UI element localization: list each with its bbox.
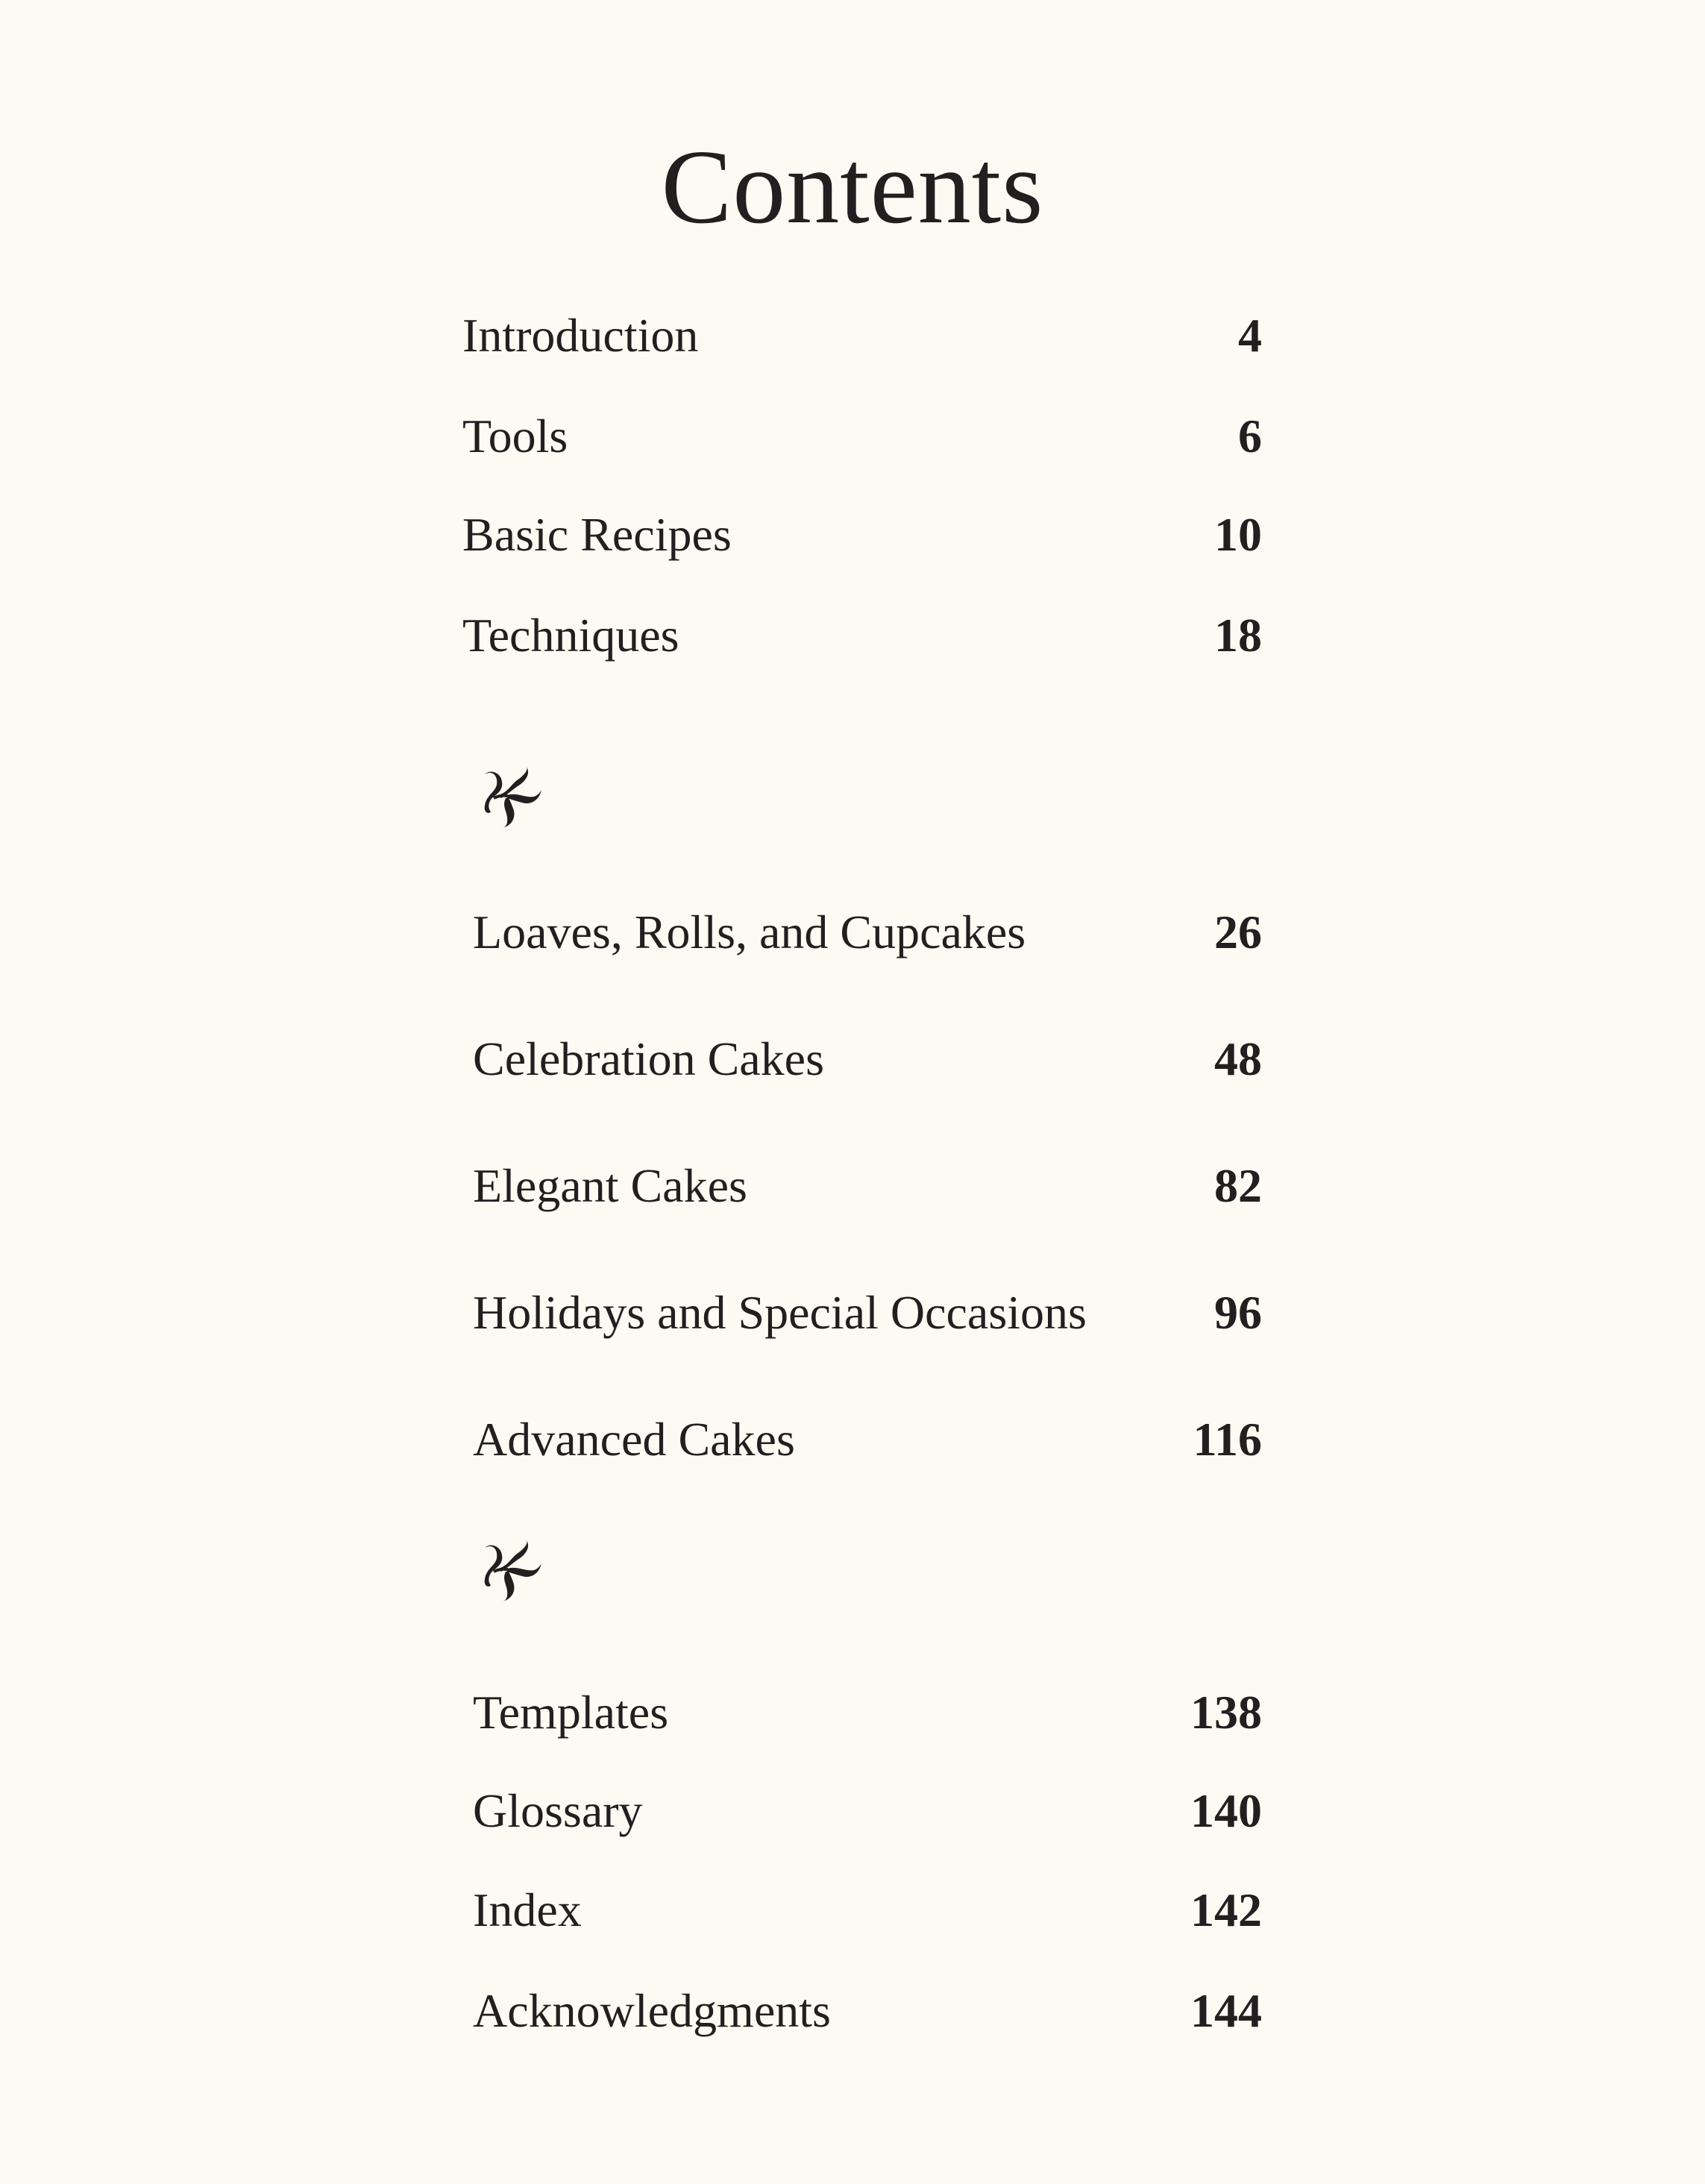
entry-label: Acknowledgments xyxy=(473,1984,831,2037)
entry-label: Templates xyxy=(473,1686,669,1739)
entry-page: 18 xyxy=(1214,609,1262,662)
entry-label: Index xyxy=(473,1883,582,1936)
entry-label: Advanced Cakes xyxy=(473,1413,795,1466)
entry-page: 82 xyxy=(1214,1159,1262,1212)
toc-entry[interactable] xyxy=(473,1781,1262,1841)
entry-page: 6 xyxy=(1238,410,1262,462)
entry-page: 10 xyxy=(1214,508,1262,561)
entry-label: Celebration Cakes xyxy=(473,1032,824,1085)
toc-entry[interactable] xyxy=(473,1683,1262,1742)
toc-entry[interactable] xyxy=(473,1981,1262,2041)
entry-page: 116 xyxy=(1193,1413,1262,1466)
entry-label: Basic Recipes xyxy=(462,508,732,561)
entry-label: Holidays and Special Occasions xyxy=(473,1286,1087,1339)
fleuron-icon xyxy=(479,1539,541,1601)
toc-entry[interactable] xyxy=(473,1156,1262,1216)
toc-entry[interactable] xyxy=(473,903,1262,962)
fleuron-icon xyxy=(479,765,541,828)
entry-label: Loaves, Rolls, and Cupcakes xyxy=(473,906,1026,958)
toc-entry[interactable] xyxy=(462,505,1262,565)
entry-label: Elegant Cakes xyxy=(473,1159,747,1212)
entry-label: Techniques xyxy=(462,609,679,662)
entry-label: Introduction xyxy=(462,309,699,362)
toc-entry[interactable] xyxy=(473,1410,1262,1469)
toc-entry[interactable] xyxy=(473,1029,1262,1089)
toc-entry[interactable] xyxy=(473,1283,1262,1343)
entry-page: 48 xyxy=(1214,1032,1262,1085)
entry-page: 144 xyxy=(1190,1984,1262,2037)
entry-page: 142 xyxy=(1190,1883,1262,1936)
toc-entry[interactable] xyxy=(462,606,1262,665)
entry-page: 138 xyxy=(1190,1686,1262,1739)
toc-entry[interactable] xyxy=(462,407,1262,466)
entry-label: Tools xyxy=(462,410,568,462)
toc-entry[interactable] xyxy=(462,306,1262,365)
entry-page: 140 xyxy=(1190,1784,1262,1837)
toc-entry[interactable] xyxy=(473,1880,1262,1940)
entry-page: 96 xyxy=(1214,1286,1262,1339)
page-title: Contents xyxy=(661,128,1044,245)
entry-page: 26 xyxy=(1214,906,1262,958)
entry-page: 4 xyxy=(1238,309,1262,362)
entry-label: Glossary xyxy=(473,1784,643,1837)
